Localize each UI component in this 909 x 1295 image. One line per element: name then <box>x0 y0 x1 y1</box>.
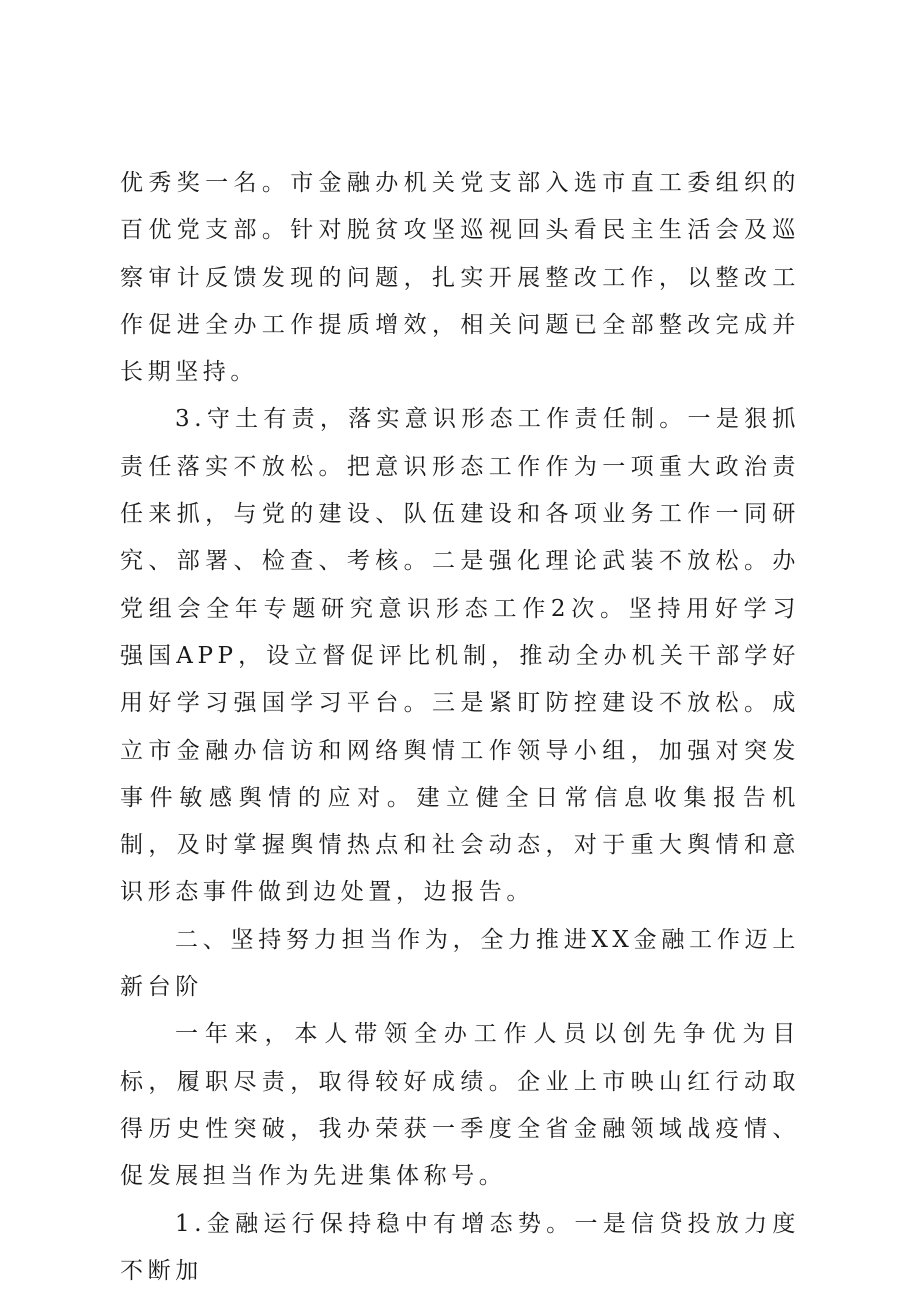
paragraph-financial-operation: 1.金融运行保持稳中有增态势。一是信贷投放力度不断加 <box>120 1210 800 1284</box>
paragraph-awards: 优秀奖一名。市金融办机关党支部入选市直工委组织的百优党支部。针对脱贫攻坚巡视回头看民主生活会及巡察审计反馈发现的问题，扎实开展整改工作，以整改工作促进全办工作提质增效，相关问题已全部整改完成并长期坚持。 <box>120 170 800 386</box>
document-body <box>120 160 800 1295</box>
paragraph-year-summary: 一年来，本人带领全办工作人员以创先争优为目标，履职尽责，取得较好成绩。企业上市映山红行动取得历史性突破，我办荣获一季度全省金融领域战疫情、促发展担当作为先进集体称号。 <box>120 1021 800 1190</box>
section-heading-2: 二、坚持努力担当作为，全力推进XX金融工作迈上新台阶 <box>120 926 800 1001</box>
paragraph-ideology-responsibility: 3.守土有责，落实意识形态工作责任制。一是狠抓责任落实不放松。把意识形态工作作为一项重大政治责任来抓，与党的建设、队伍建设和各项业务工作一同研究、部署、检查、考核。二是强化理论武装不放松。办党组会全年专题研究意识形态工作2次。坚持用好学习强国APP，设立督促评比机制，推动全办机关干部学好用好学习强国学习平台。三是紧盯防控建设不放松。成立市金融办信访和网络舆情工作领导小组，加强对突发事件敏感舆情的应对。建立健全日常信息收集报告机制，及时掌握舆情热点和社会动态，对于重大舆情和意识形态事件做到边处置，边报告。 <box>120 406 800 906</box>
